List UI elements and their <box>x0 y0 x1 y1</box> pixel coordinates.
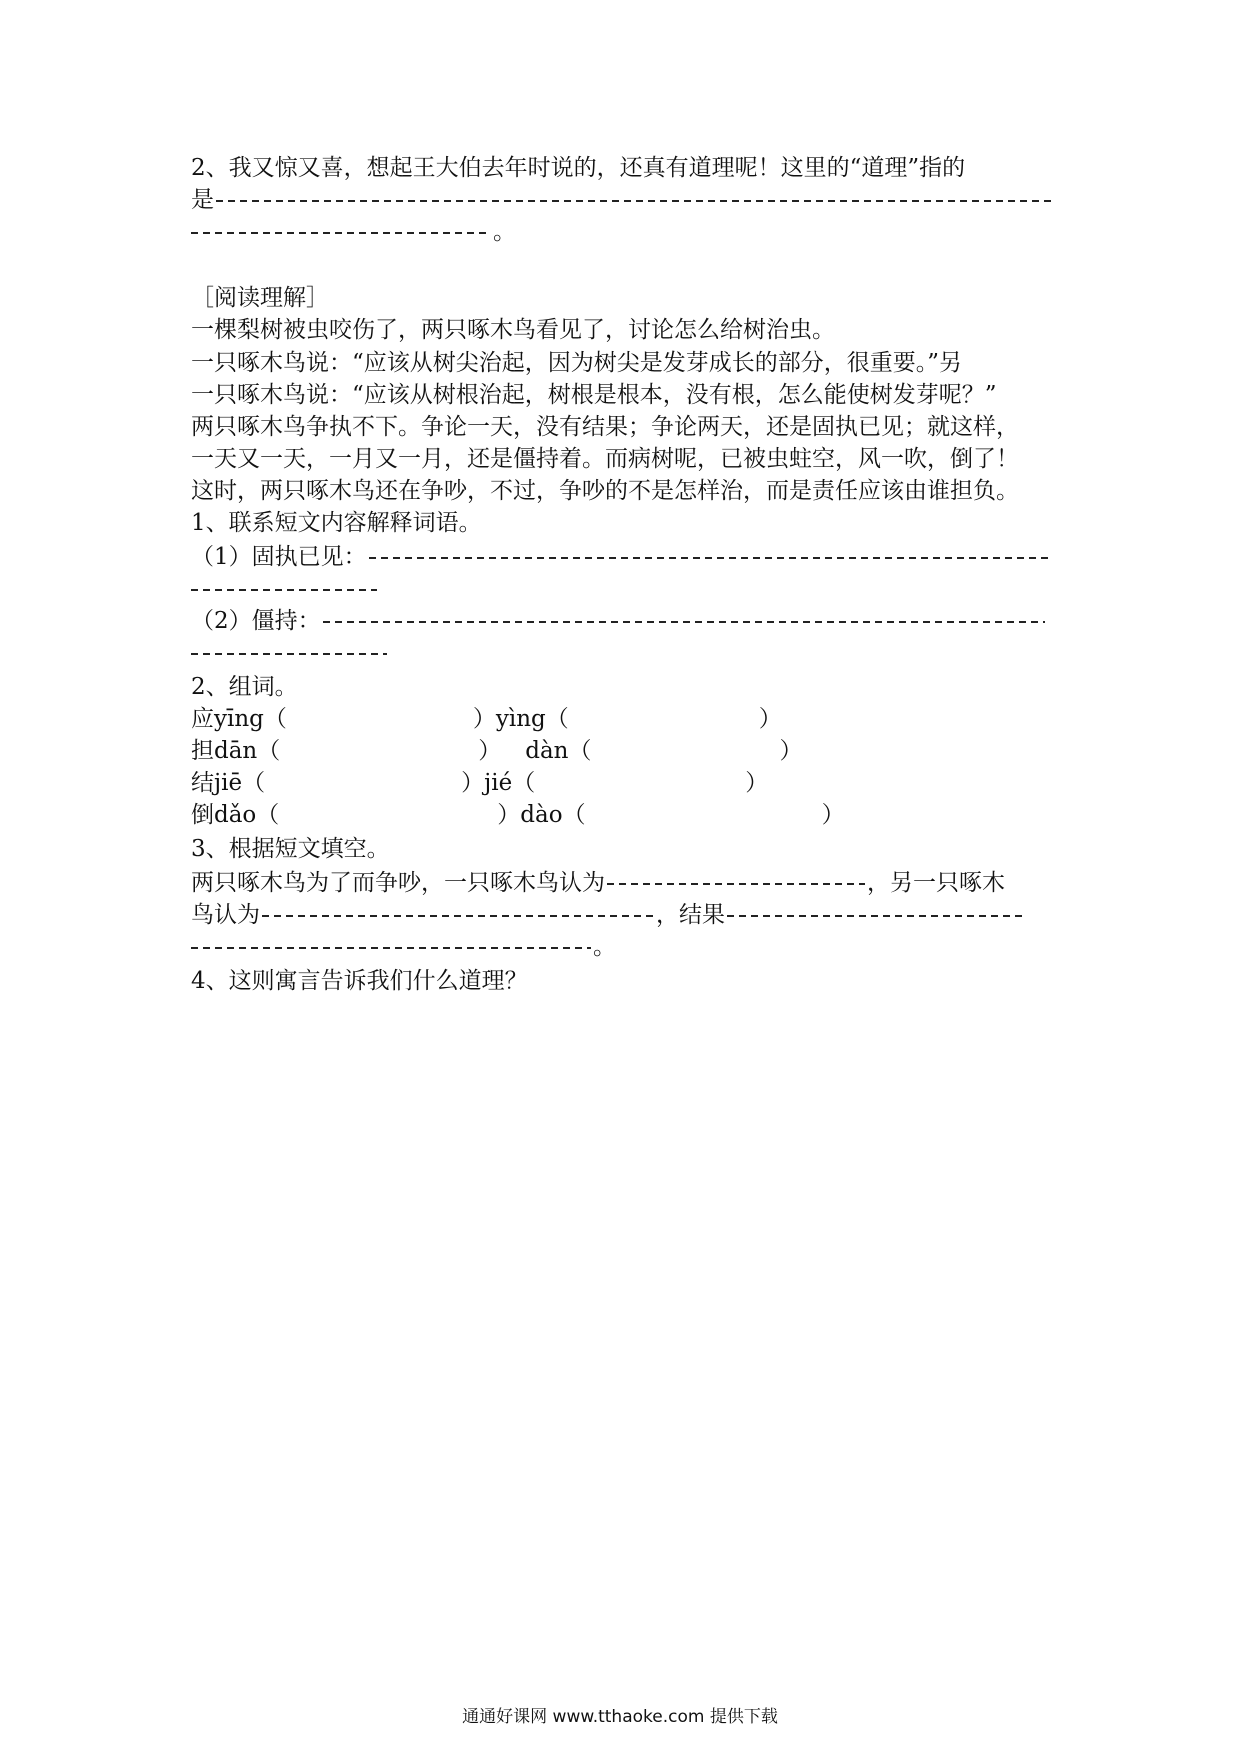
prev-question-2-line3 <box>191 216 1059 248</box>
question-3-line2: 鸟认为 ，结果 <box>191 899 1059 931</box>
answer-blank[interactable] <box>607 883 865 885</box>
passage-line: 一只啄木鸟说：“应该从树尖治起，因为树尖是发芽成长的部分，很重要。”另 <box>191 350 963 376</box>
term-label: （1）固执已见： <box>191 544 367 570</box>
answer-blank[interactable] <box>191 589 377 591</box>
question-1-item-1-cont <box>191 573 1059 605</box>
answer-blank[interactable] <box>262 915 654 917</box>
word-group-row: 担dān（ ） dàn（ ） <box>191 738 803 764</box>
question-1-item-2 <box>191 605 1059 637</box>
question-4-title: 4、这则寓言告诉我们什么道理？ <box>191 968 528 994</box>
question-1-item-1 <box>191 541 1059 573</box>
word-group-row: 结jiē（ ）jié（ ） <box>191 770 769 796</box>
passage-line: 这时，两只啄木鸟还在争吵，不过，争吵的不是怎样治，而是责任应该由谁担负。 <box>191 478 1019 504</box>
term-label: （2）僵持： <box>191 608 321 634</box>
question-3-line3: 。 <box>191 931 1059 963</box>
passage-line: 两只啄木鸟争执不下。争论一天，没有结果；争论两天，还是固执已见；就这样， <box>191 414 1019 440</box>
question-2-title: 2、组词。 <box>191 674 298 700</box>
answer-blank[interactable] <box>727 915 1027 917</box>
answer-blank[interactable] <box>216 200 1052 202</box>
question-1-item-2-cont <box>191 637 1059 669</box>
question-3-title: 3、根据短文填空。 <box>191 836 390 862</box>
answer-blank[interactable] <box>191 653 387 655</box>
question-3-line1: 两只啄木鸟为了而争吵，一只啄木鸟认为 ，另一只啄木 <box>191 870 1005 896</box>
answer-blank[interactable] <box>369 557 1049 559</box>
passage-line: 一只啄木鸟说：“应该从树根治起，树根是根本，没有根，怎么能使树发芽呢？” <box>191 382 997 408</box>
passage-line: 一天又一天，一月又一月，还是僵持着。而病树呢，已被虫蛀空，风一吹，倒了！ <box>191 446 1019 472</box>
prev-question-2-line1: 2、我又惊又喜，想起王大伯去年时说的，还真有道理呢！这里的“道理”指的 <box>191 155 966 181</box>
page-footer: 通通好课网 www.tthaoke.com 提供下载 <box>462 1707 778 1727</box>
answer-blank[interactable] <box>191 947 591 949</box>
answer-blank[interactable] <box>323 621 1045 623</box>
prev-question-2-line2 <box>191 184 1059 216</box>
reading-heading: ［阅读理解］ <box>191 285 329 311</box>
word-group-row: 应yīng（ ）yìng（ ） <box>191 706 782 732</box>
prev-question-2-prefix: 是 <box>191 187 214 213</box>
word-group-row: 倒dǎo（ ）dào（ ） <box>191 802 845 828</box>
answer-blank[interactable] <box>191 232 491 234</box>
question-1-title: 1、联系短文内容解释词语。 <box>191 510 482 536</box>
prev-question-2-end: 。 <box>493 219 516 245</box>
passage-line: 一棵梨树被虫咬伤了，两只啄木鸟看见了，讨论怎么给树治虫。 <box>191 317 835 343</box>
